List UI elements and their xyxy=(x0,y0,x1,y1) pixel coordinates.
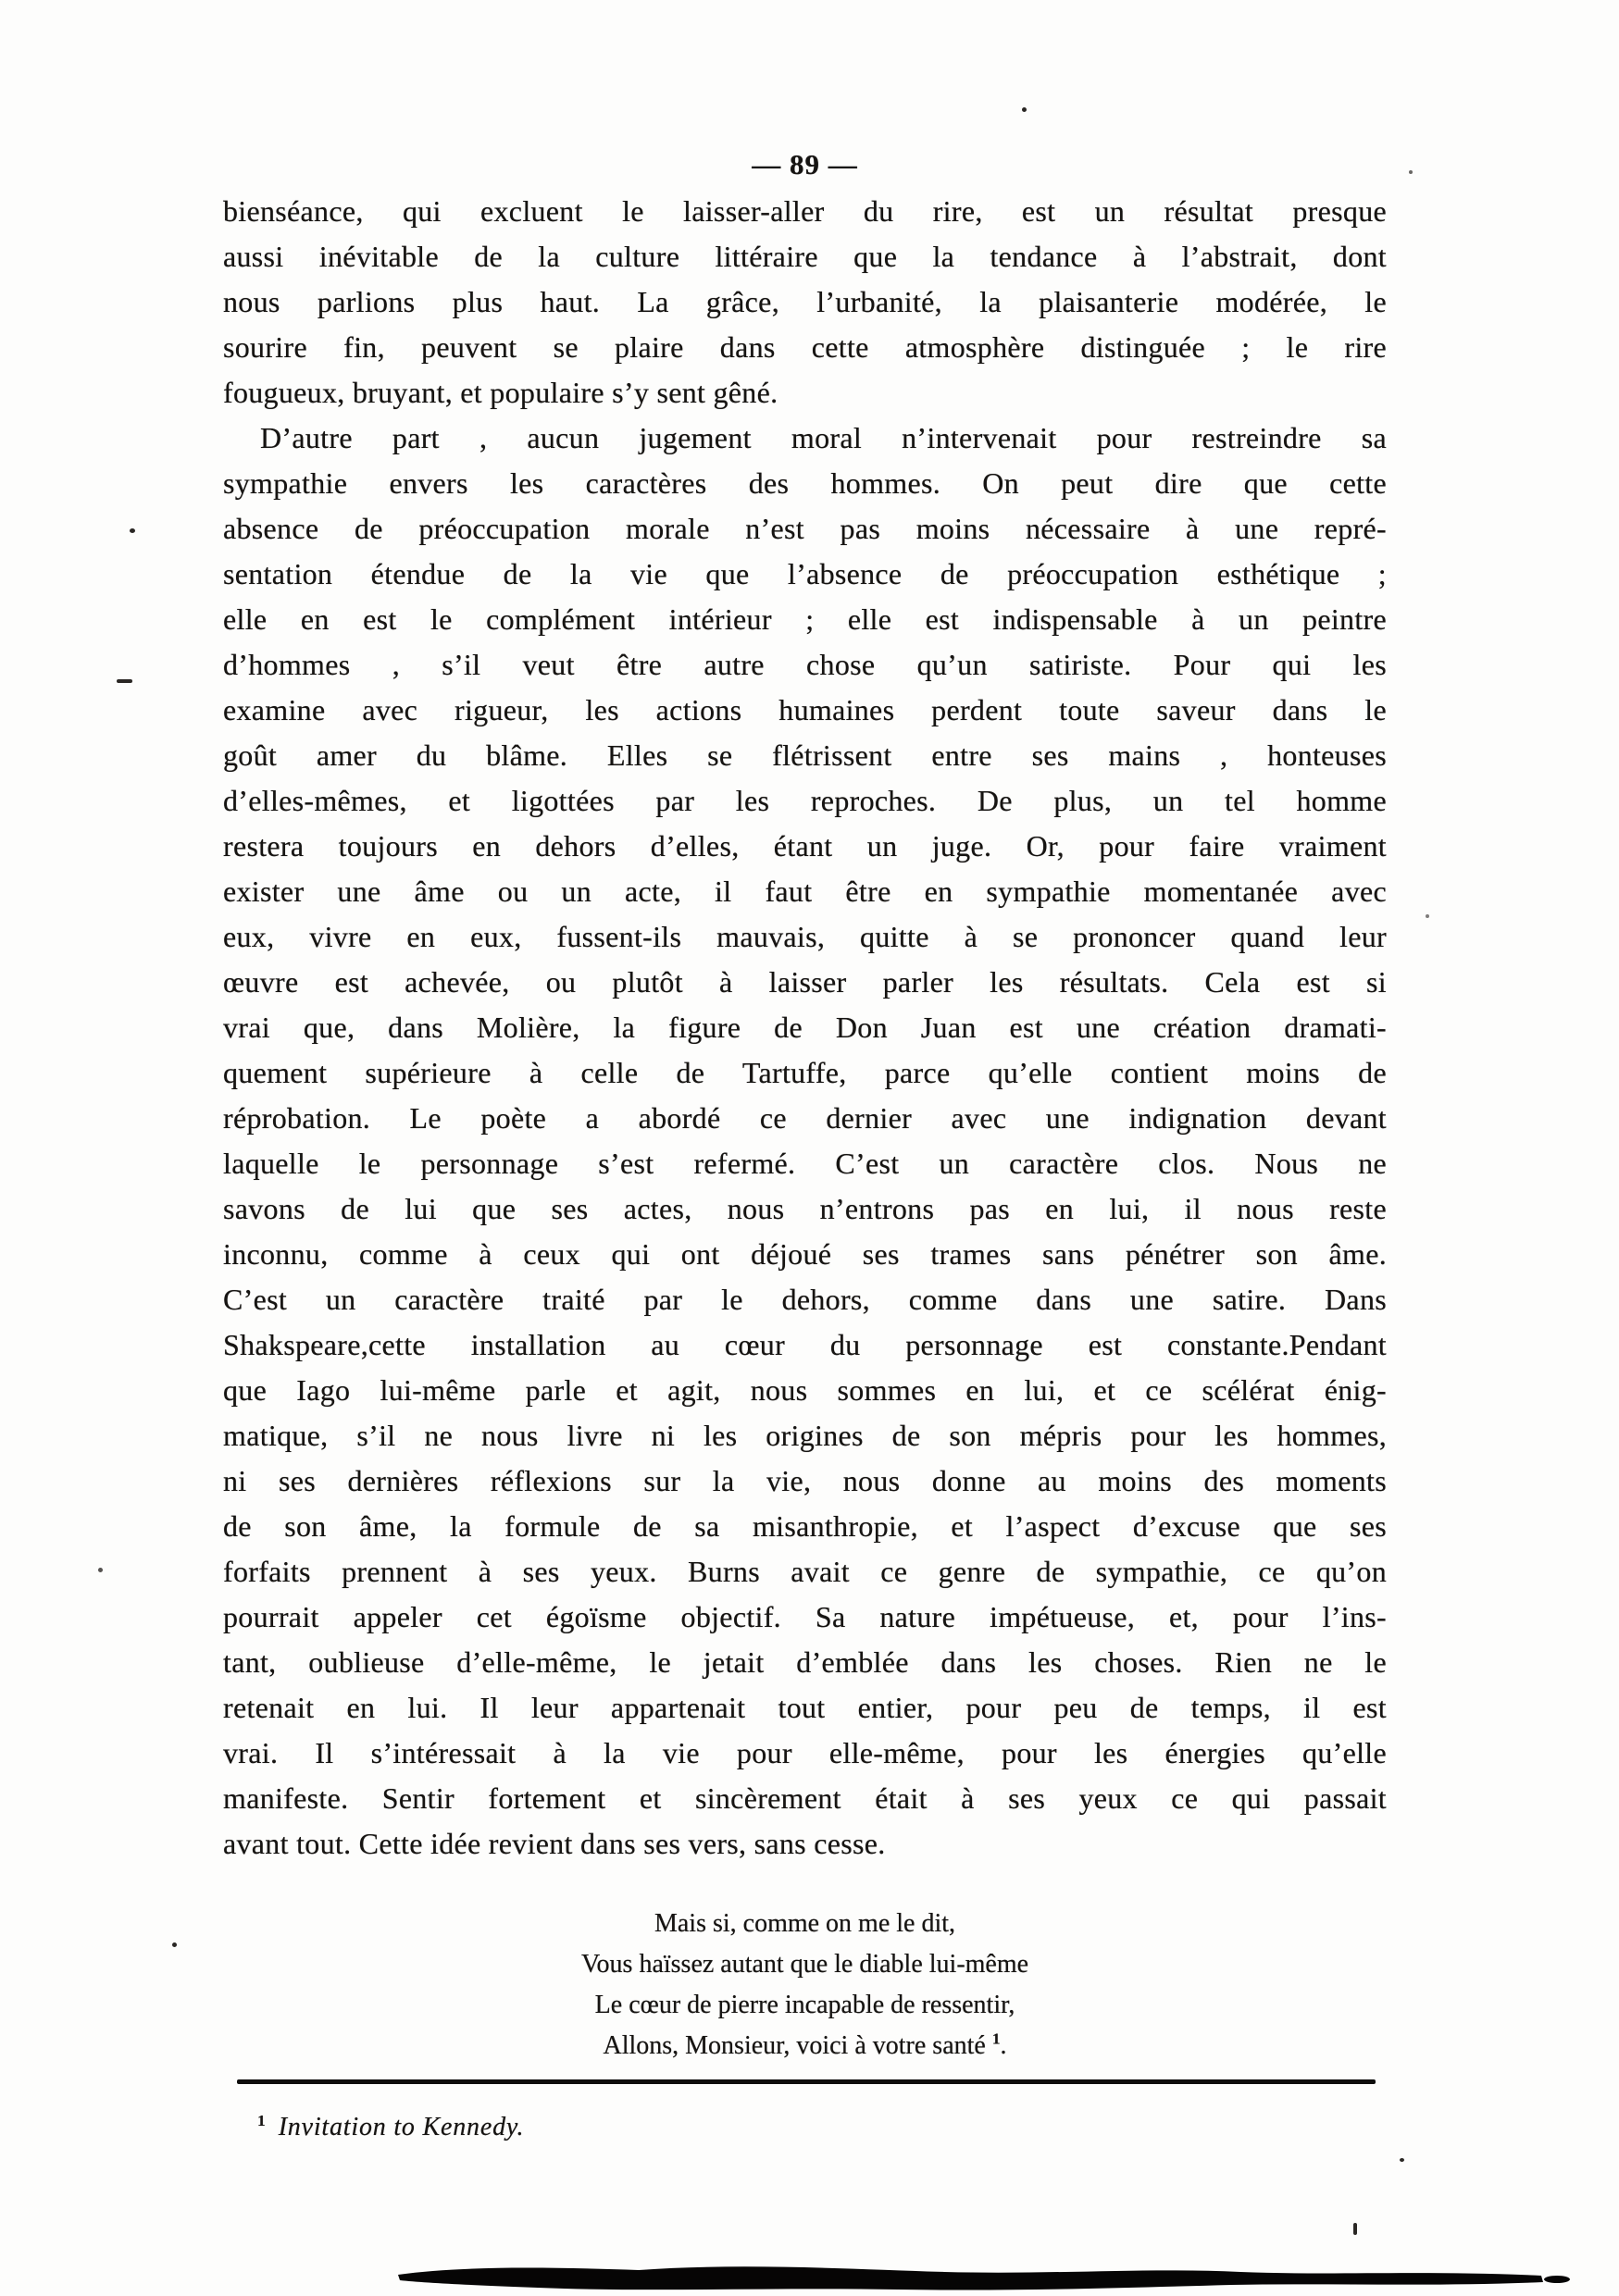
footnote-marker: 1 xyxy=(257,2111,266,2129)
text-line: Mais si, comme on me le dit, xyxy=(654,1909,956,1938)
text-line: C’est un caractère traité par le dehors, comme dans une satire. Dans xyxy=(223,1283,1387,1316)
footnote xyxy=(257,2112,524,2143)
text-line: avant tout. Cette idée revient dans ses vers, sans cesse. xyxy=(223,1827,886,1860)
text-line: restera toujours en dehors d’elles, étant un juge. Or, pour faire vraiment xyxy=(223,829,1387,863)
scan-speck xyxy=(98,1568,103,1572)
verse-quote xyxy=(223,1904,1387,2066)
text-line: sourire fin, peuvent se plaire dans cette atmosphère distinguée ; le rire xyxy=(223,330,1387,364)
text-line: vrai que, dans Molière, la figure de Don Juan est une création dramati- xyxy=(223,1011,1387,1044)
text-line: quement supérieure à celle de Tartuffe, parce qu’elle contient moins de xyxy=(223,1056,1387,1089)
text-line: fougueux, bruyant, et populaire s’y sent gêné. xyxy=(223,376,778,409)
text-line: eux, vivre en eux, fussent-ils mauvais, quitte à se prononcer quand leur xyxy=(223,920,1387,953)
text-line: D’autre part , aucun jugement moral n’intervenait pour restreindre sa xyxy=(260,421,1387,454)
text-line: forfaits prennent à ses yeux. Burns avait ce genre de sympathie, ce qu’on xyxy=(223,1555,1387,1588)
text-line: tant, oublieuse d’elle-même, le jetait d’emblée dans les choses. Rien ne le xyxy=(223,1645,1387,1679)
text-line: Shakspeare,cette installation au cœur du personnage est constante.Pendant xyxy=(223,1328,1387,1361)
text-line: sympathie envers les caractères des hommes. On peut dire que cette xyxy=(223,466,1387,500)
text-line: que Iago lui-même parle et agit, nous sommes en lui, et ce scélérat énig- xyxy=(223,1373,1387,1407)
text-line: manifeste. Sentir fortement et sincèrement était à ses yeux ce qui passait xyxy=(223,1781,1387,1815)
text-line: vrai. Il s’intéressait à la vie pour elle-même, pour les énergies qu’elle xyxy=(223,1736,1387,1769)
footnote-ref: 1 xyxy=(991,2029,1001,2048)
scan-speck xyxy=(130,528,135,533)
ink-smear xyxy=(333,2258,1592,2296)
text-line: ni ses dernières réflexions sur la vie, nous donne au moins des moments xyxy=(223,1464,1387,1497)
footnote-divider xyxy=(237,2079,1376,2084)
text-line: matique, s’il ne nous livre ni les origines de son mépris pour les hommes, xyxy=(223,1419,1387,1452)
body-text-block xyxy=(223,189,1387,1867)
scan-speck xyxy=(1409,170,1413,174)
text-line: Allons, Monsieur, voici à votre santé $^1$. xyxy=(603,2029,1007,2060)
text-line: d’elles-mêmes, et ligottées par les reproches. De plus, un tel homme xyxy=(223,784,1387,817)
text-line: savons de lui que ses actes, nous n’entrons pas en lui, il nous reste xyxy=(223,1192,1387,1225)
text-line: retenait en lui. Il leur appartenait tout entier, pour peu de temps, il est xyxy=(223,1691,1387,1724)
scan-speck xyxy=(1022,107,1027,112)
text-line: œuvre est achevée, ou plutôt à laisser parler les résultats. Cela est si xyxy=(223,965,1387,999)
text-line: bienséance, qui excluent le laisser-aller du rire, est un résultat presque xyxy=(223,194,1387,228)
text-line: elle en est le complément intérieur ; elle est indispensable à un peintre xyxy=(223,602,1387,636)
text-line: goût amer du blâme. Elles se flétrissent entre ses mains , honteuses xyxy=(223,738,1387,772)
scan-speck xyxy=(117,679,132,683)
text-line: inconnu, comme à ceux qui ont déjoué ses trames sans pénétrer son âme. xyxy=(223,1237,1387,1271)
text-line: absence de préoccupation morale n’est pas moins nécessaire à une repré- xyxy=(223,512,1387,545)
text-line: sentation étendue de la vie que l’absence de préoccupation esthétique ; xyxy=(223,557,1387,590)
scan-speck xyxy=(1426,914,1429,918)
text-line: examine avec rigueur, les actions humaines perdent toute saveur dans le xyxy=(223,693,1387,726)
text-line: réprobation. Le poète a abordé ce dernier avec une indignation devant xyxy=(223,1101,1387,1135)
text-line: nous parlions plus haut. La grâce, l’urbanité, la plaisanterie modérée, le xyxy=(223,285,1387,318)
text-line: laquelle le personnage s’est refermé. C’est un caractère clos. Nous ne xyxy=(223,1147,1387,1180)
text-line: Le cœur de pierre incapable de ressentir, xyxy=(594,1991,1015,2019)
scan-speck xyxy=(172,1942,177,1947)
scan-speck xyxy=(1400,2158,1404,2162)
scan-speck xyxy=(1353,2223,1357,2235)
text-line: Vous haïssez autant que le diable lui-même xyxy=(580,1950,1029,1979)
text-line: pourrait appeler cet égoïsme objectif. Sa nature impétueuse, et, pour l’ins- xyxy=(223,1600,1387,1633)
page-number: — 89 — xyxy=(752,148,858,180)
text-line: exister une âme ou un acte, il faut être en sympathie momentanée avec xyxy=(223,875,1387,908)
text-line: de son âme, la formule de sa misanthropie, et l’aspect d’excuse que ses xyxy=(223,1509,1387,1543)
text-line: d’hommes , s’il veut être autre chose qu’un satiriste. Pour qui les xyxy=(223,648,1387,681)
text-line: aussi inévitable de la culture littéraire que la tendance à l’abstrait, dont xyxy=(223,240,1387,273)
footnote-text: Invitation to Kennedy. xyxy=(278,2113,525,2141)
